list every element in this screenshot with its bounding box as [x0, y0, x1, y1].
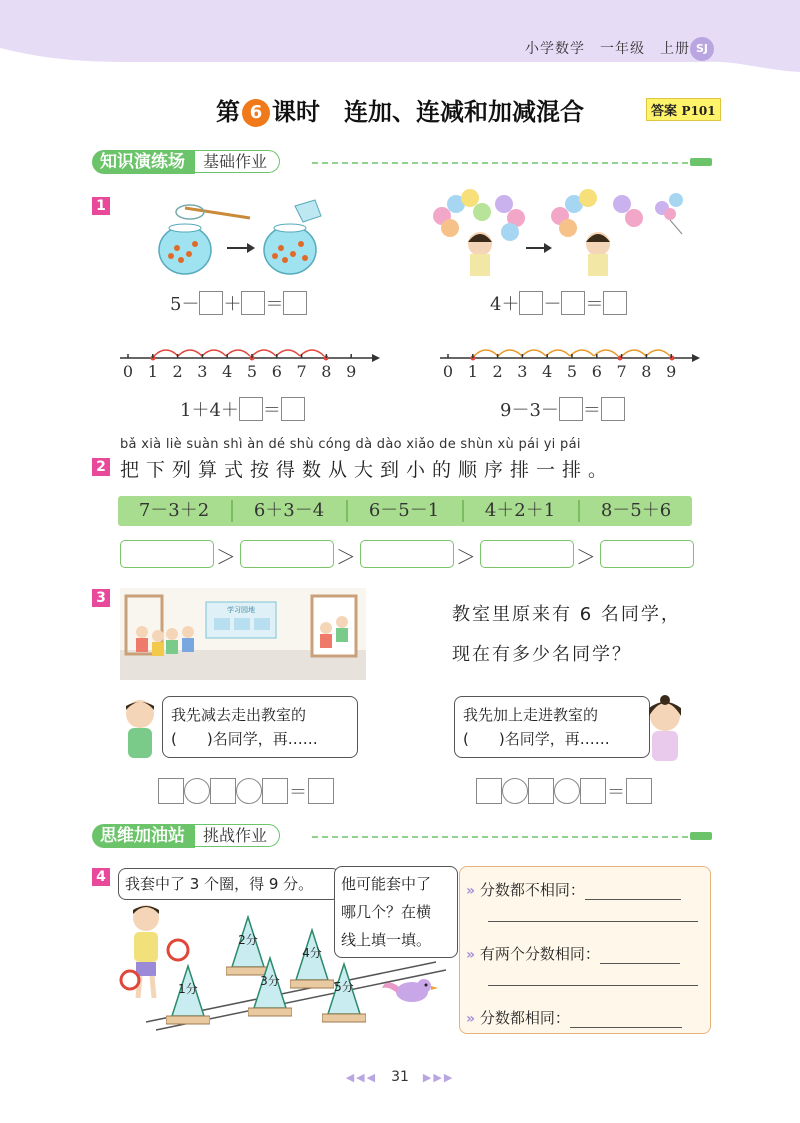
pen-icon: [690, 832, 712, 840]
answer-box[interactable]: [561, 291, 585, 315]
tick-label: 8: [641, 362, 652, 381]
tick-label: 3: [197, 362, 208, 381]
page-number: ◀◀◀ 31 ▶▶▶: [345, 1069, 455, 1085]
answer-box[interactable]: [626, 778, 652, 804]
answer-row-two-same: » 有两个分数相同：: [466, 943, 680, 964]
expression: 7－3＋2: [138, 500, 210, 521]
equation-row-left: ＝: [158, 778, 334, 804]
section-basic: 知识演练场 基础作业: [92, 150, 280, 174]
pinyin-line: bǎ xià liè suàn shì àn dé shù cóng dà dào xiǎo de shùn xù pái yi pái: [120, 437, 581, 452]
cone-2: 2分: [226, 915, 270, 977]
tick-label: 0: [122, 362, 134, 381]
classroom-illustration: [120, 588, 366, 680]
answer-box[interactable]: [199, 291, 223, 315]
tick-label: 2: [492, 362, 503, 381]
speech-bubble-boy: 我套中了 3 个圈，得 9 分。: [118, 868, 340, 900]
answer-box[interactable]: [559, 397, 583, 421]
tick-labels-left: [118, 362, 380, 384]
answer-row-all-same: » 分数都相同：: [466, 1007, 682, 1028]
question-number: 1: [92, 197, 110, 215]
answer-box[interactable]: [601, 397, 625, 421]
answer-line[interactable]: [585, 885, 681, 900]
lesson-number-badge: 6: [242, 99, 270, 127]
tick-label: 5: [566, 362, 578, 381]
problem-line-2: 现在有多少名同学？: [452, 644, 632, 665]
answer-panel: [459, 866, 711, 1034]
operator-circle[interactable]: [554, 778, 580, 804]
tick-label: 1: [467, 362, 478, 381]
equation-right-1: 4＋ － ＝: [490, 290, 627, 316]
greater-than: ＞: [576, 545, 596, 569]
answer-box[interactable]: [281, 397, 305, 421]
question-number: 3: [92, 589, 110, 607]
tick-label: 2: [172, 362, 183, 381]
lesson-title: 第 6 课时 连加、连减和加减混合: [216, 98, 584, 126]
answer-box[interactable]: [210, 778, 236, 804]
answer-box[interactable]: [262, 778, 288, 804]
answer-box[interactable]: [241, 291, 265, 315]
answer-box[interactable]: [519, 291, 543, 315]
cone-4: 4分: [290, 928, 334, 990]
operator-circle[interactable]: [502, 778, 528, 804]
answer-box[interactable]: [308, 778, 334, 804]
equation-right-2: 9－3－ ＝: [500, 396, 625, 422]
cone-1: 1分: [166, 964, 210, 1026]
answer-box[interactable]: [528, 778, 554, 804]
equation-row-right: ＝: [476, 778, 652, 804]
cone-3: 3分: [248, 956, 292, 1018]
pen-icon: [690, 158, 712, 166]
tick-label: 7: [616, 362, 627, 381]
tick-label: 4: [542, 362, 553, 381]
speech-bubble-right: 我先加上走进教室的 ( )名同学，再……: [454, 696, 650, 758]
section-divider: [312, 162, 688, 164]
bird-icon: [380, 972, 442, 1008]
greater-than: ＞: [336, 545, 356, 569]
greater-than: ＞: [456, 545, 476, 569]
tick-label: 5: [246, 362, 258, 381]
balloon-illustration: [430, 186, 700, 278]
tick-label: 0: [442, 362, 454, 381]
order-answer-box[interactable]: [600, 540, 694, 568]
answer-line[interactable]: [600, 949, 680, 964]
problem-line-1: 教室里原来有 6 名同学，: [452, 604, 681, 625]
question-text: 把下列算式按得数从大到小的顺序排一排。: [120, 459, 615, 481]
answer-row-all-different: » 分数都不相同：: [466, 879, 681, 900]
expression-strip: [118, 496, 692, 526]
answer-box[interactable]: [580, 778, 606, 804]
answer-line[interactable]: [570, 1013, 682, 1028]
tick-label: 6: [591, 362, 602, 381]
order-answer-box[interactable]: [360, 540, 454, 568]
cone-5: 5分: [322, 962, 366, 1024]
answer-box[interactable]: [158, 778, 184, 804]
tick-label: 7: [296, 362, 307, 381]
answer-box[interactable]: [476, 778, 502, 804]
tick-label: 1: [147, 362, 158, 381]
expression: 8－5＋6: [600, 500, 672, 521]
question-number: 4: [92, 868, 110, 886]
boy-avatar: [120, 696, 160, 762]
section-challenge: 思维加油站 挑战作业: [92, 824, 280, 848]
section-divider: [312, 836, 688, 838]
answer-line[interactable]: [488, 921, 698, 922]
order-answer-box[interactable]: [240, 540, 334, 568]
answer-line[interactable]: [488, 985, 698, 986]
girl-avatar: [640, 694, 690, 764]
operator-circle[interactable]: [236, 778, 262, 804]
board-label: 学习园地: [227, 606, 255, 614]
answer-box[interactable]: [239, 397, 263, 421]
expression: 6－5－1: [368, 500, 440, 521]
question-number: 2: [92, 458, 110, 476]
equation-left-1: 5－ ＋ ＝: [170, 290, 307, 316]
greater-than: ＞: [216, 545, 236, 569]
fishbowl-illustration: [155, 198, 335, 278]
answer-box[interactable]: [603, 291, 627, 315]
tick-label: 4: [222, 362, 233, 381]
expression: 4＋2＋1: [484, 500, 556, 521]
speech-bubble-question: 他可能套中了 哪几个？在横 线上填一填。: [334, 866, 458, 958]
tick-label: 9: [666, 362, 677, 381]
answer-box[interactable]: [283, 291, 307, 315]
tick-label: 3: [517, 362, 528, 381]
order-answer-box[interactable]: [480, 540, 574, 568]
order-answer-box[interactable]: [120, 540, 214, 568]
equation-left-2: 1＋4＋ ＝: [180, 396, 305, 422]
tick-label: 8: [321, 362, 332, 381]
tick-labels-right: [438, 362, 700, 384]
operator-circle[interactable]: [184, 778, 210, 804]
speech-bubble-left: 我先减去走出教室的 ( )名同学，再……: [162, 696, 358, 758]
expression: 6＋3－4: [253, 500, 325, 521]
header-title: 小学数学 一年级 上册: [525, 41, 690, 57]
answer-reference[interactable]: 答案 P101: [646, 98, 721, 121]
header-badge: SJ: [690, 37, 714, 61]
tick-label: 9: [346, 362, 357, 381]
tick-label: 6: [271, 362, 282, 381]
